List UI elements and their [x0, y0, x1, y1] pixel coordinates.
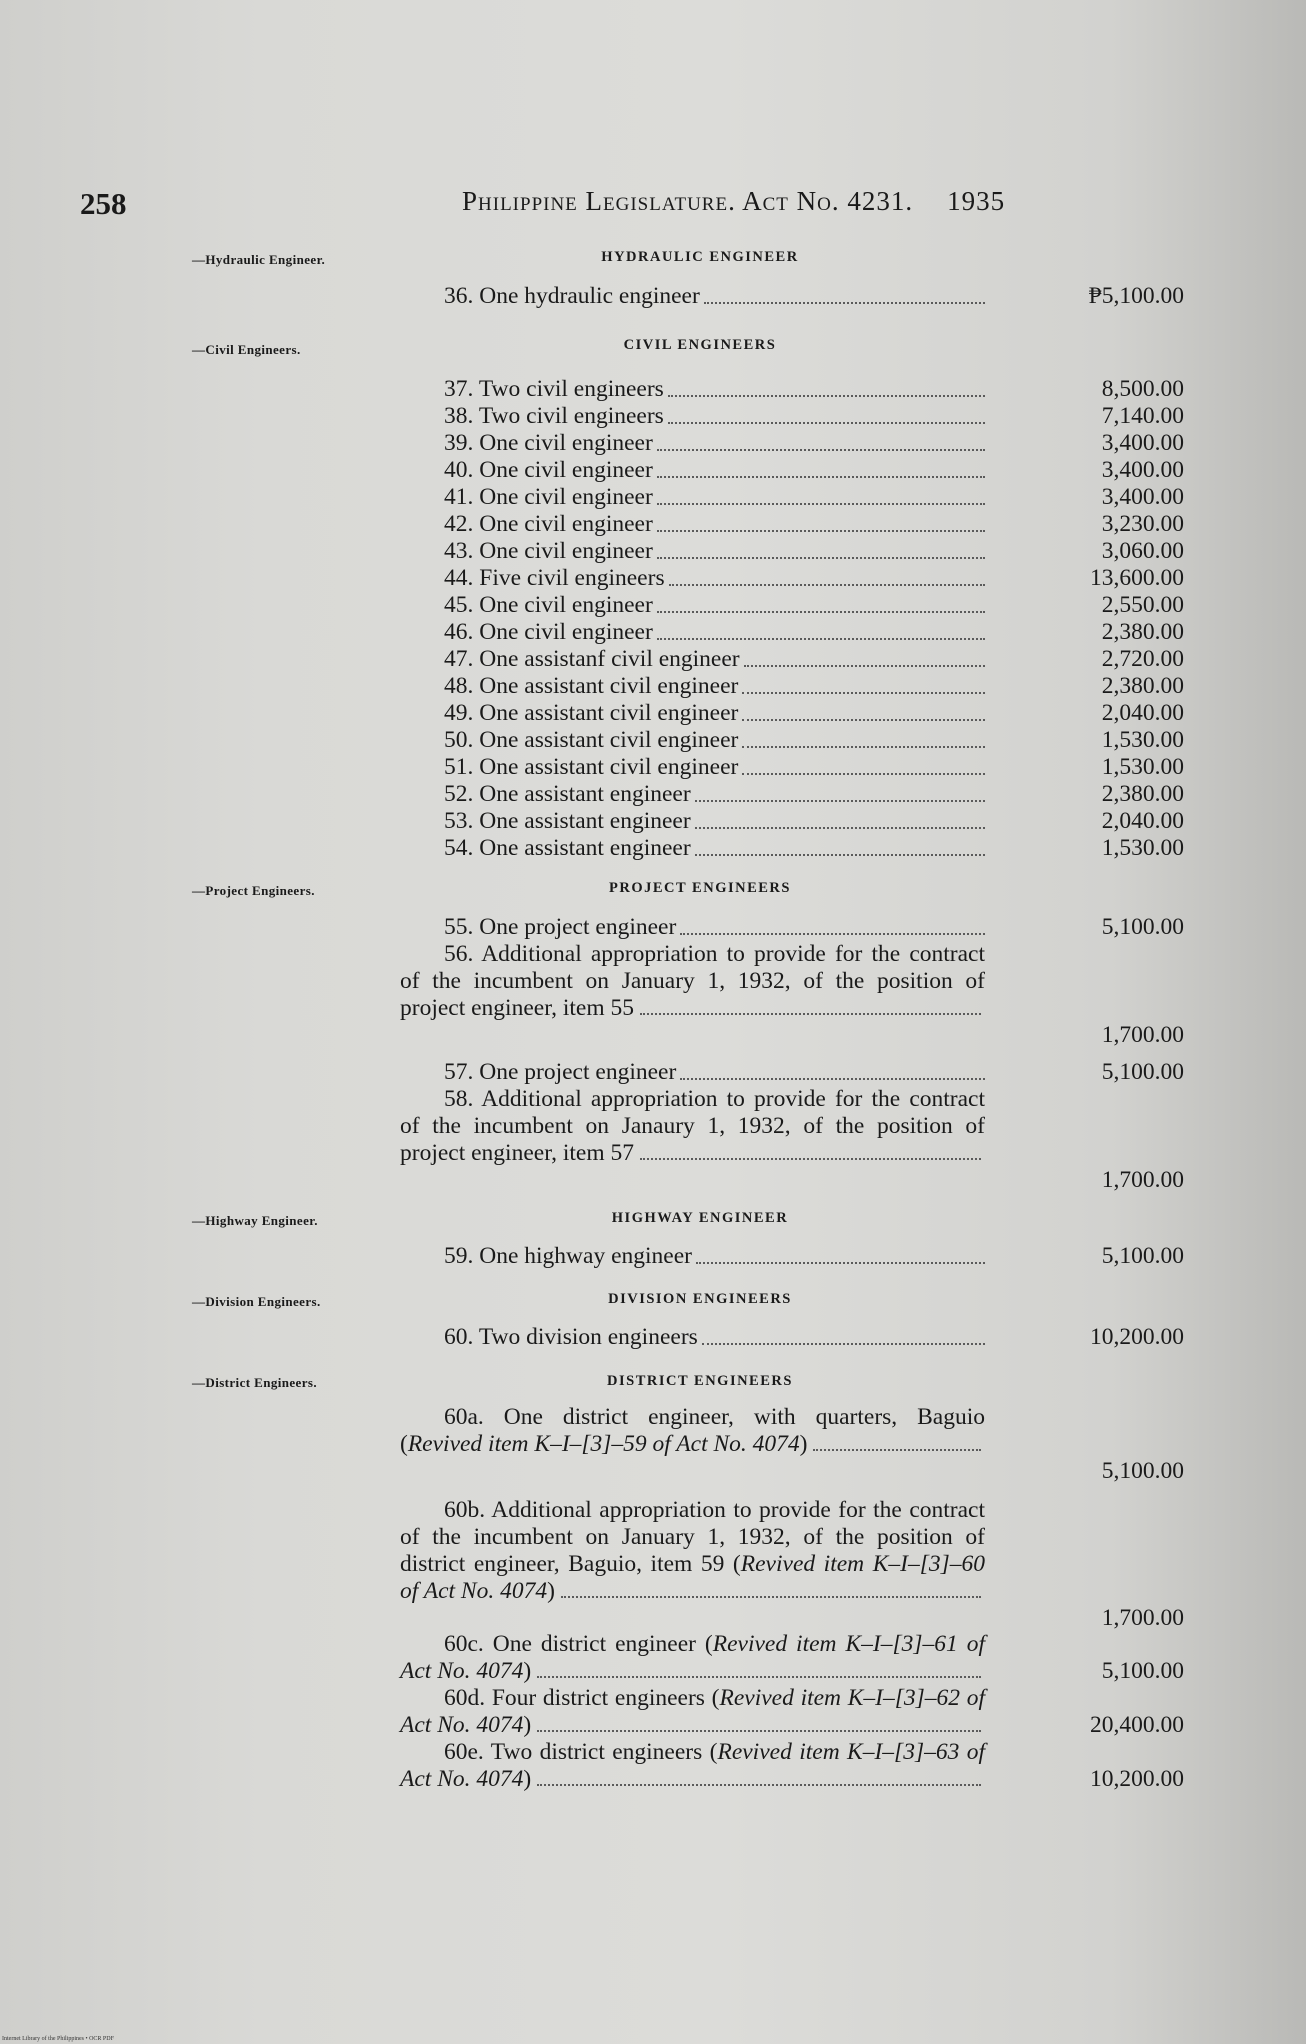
- item-label: 49. One assistant civil engineer: [444, 700, 739, 726]
- item-amount: 3,400.00: [1101, 430, 1184, 456]
- dot-leader: [657, 530, 985, 532]
- item-paragraph: [400, 1685, 985, 1739]
- item-line: [400, 430, 985, 457]
- item-text: 60b. Additional appropriation to provide for the contract of the incumbent on January 1, 1932, of the position of district engineer, Baguio, item 59 (: [400, 1497, 985, 1577]
- heading-civil: CIVIL ENGINEERS: [623, 337, 777, 353]
- item-citation: Revived item K–I–[3]–61 of Act No. 4074: [400, 1631, 985, 1684]
- item-amount: 2,380.00: [1101, 781, 1184, 807]
- item-tail: item 55: [556, 995, 634, 1021]
- item-label: 46. One civil engineer: [444, 619, 653, 645]
- dot-leader: [657, 476, 985, 478]
- dot-leader: [669, 584, 985, 586]
- running-head-title: Philippine Legislature. Act No. 4231.: [462, 186, 914, 216]
- item-label: 44. Five civil engineers: [444, 565, 665, 591]
- dot-leader: [742, 773, 985, 775]
- dot-leader: [742, 692, 985, 694]
- item-label: 59. One highway engineer: [444, 1243, 692, 1269]
- item-citation: Revived item K–I–[3]–63 of Act No. 4074: [400, 1739, 985, 1792]
- item-amount: 1,530.00: [1101, 727, 1184, 753]
- item-label: 39. One civil engineer: [444, 430, 653, 456]
- item-amount: 1,700.00: [1101, 1167, 1184, 1193]
- item-citation: Revived item K–I–[3]–59 of Act No. 4074: [407, 1431, 800, 1457]
- item-amount: 1,530.00: [1101, 754, 1184, 780]
- item-amount: 2,380.00: [1101, 619, 1184, 645]
- item-label: 57. One project engineer: [444, 1059, 677, 1085]
- item-amount: 13,600.00: [1090, 565, 1184, 591]
- dot-leader: [537, 1675, 981, 1678]
- item-label: 54. One assistant engineer: [444, 835, 691, 861]
- item-line: [400, 457, 985, 484]
- item-tail: ): [523, 1766, 532, 1792]
- item-label: 55. One project engineer: [444, 914, 677, 940]
- item-citation: Revived item K–I–[3]–62 of Act No. 4074: [400, 1685, 986, 1738]
- item-line: [400, 1324, 985, 1351]
- item-amount: 7,140.00: [1101, 403, 1184, 429]
- item-line: [400, 283, 985, 310]
- dot-leader: [695, 827, 985, 829]
- item-label: 50. One assistant civil engineer: [444, 727, 739, 753]
- margin-note-division: —Division Engineers.: [192, 1294, 321, 1309]
- item-line: [400, 781, 985, 808]
- item-label: 47. One assistanf civil engineer: [444, 646, 740, 672]
- item-paragraph: [400, 1086, 985, 1194]
- heading-division: DIVISION ENGINEERS: [608, 1291, 792, 1307]
- item-amount: 2,380.00: [1101, 673, 1184, 699]
- item-tail: ): [547, 1578, 555, 1604]
- item-label: 45. One civil engineer: [444, 592, 653, 618]
- item-label: 52. One assistant engineer: [444, 781, 691, 807]
- item-label: 42. One civil engineer: [444, 511, 653, 537]
- item-line: [400, 592, 985, 619]
- item-amount: 2,550.00: [1101, 592, 1184, 618]
- dot-leader: [537, 1729, 981, 1732]
- item-text: 60e. Two district engineers (: [444, 1739, 718, 1765]
- item-amount: 3,230.00: [1101, 511, 1184, 537]
- item-amount: 3,060.00: [1101, 538, 1184, 564]
- dot-leader: [657, 638, 985, 640]
- item-line: [400, 484, 985, 511]
- item-line: [400, 914, 985, 941]
- dot-leader: [668, 422, 985, 424]
- dot-leader: [640, 1157, 981, 1160]
- item-amount: 1,700.00: [1101, 1605, 1184, 1631]
- heading-highway: HIGHWAY ENGINEER: [611, 1210, 789, 1226]
- item-amount: 5,100.00: [1101, 1458, 1184, 1484]
- item-amount: 1,530.00: [1101, 835, 1184, 861]
- dot-leader: [657, 449, 985, 451]
- item-line: [400, 403, 985, 430]
- item-paragraph: [400, 1404, 985, 1485]
- item-line: [400, 835, 985, 862]
- item-tail: ): [523, 1712, 532, 1738]
- margin-note-highway: —Highway Engineer.: [192, 1213, 318, 1228]
- item-amount: 5,100.00: [1101, 914, 1184, 940]
- item-amount: 3,400.00: [1101, 457, 1184, 483]
- dot-leader: [696, 1262, 985, 1264]
- dot-leader: [704, 302, 985, 304]
- item-tail: ): [799, 1431, 808, 1457]
- dot-leader: [695, 800, 985, 802]
- dot-leader: [702, 1343, 985, 1345]
- item-amount: 10,200.00: [1090, 1324, 1184, 1350]
- item-amount: 2,720.00: [1101, 646, 1184, 672]
- item-label: 38. Two civil engineers: [444, 403, 664, 429]
- item-label: 41. One civil engineer: [444, 484, 653, 510]
- item-text: 60d. Four district engineers (: [444, 1685, 720, 1711]
- dot-leader: [680, 933, 985, 935]
- item-line: [400, 727, 985, 754]
- dot-leader: [695, 854, 985, 856]
- item-paragraph: [400, 1739, 985, 1793]
- item-line: [400, 538, 985, 565]
- item-line: [400, 808, 985, 835]
- item-line: [400, 1243, 985, 1270]
- item-line: [400, 1059, 985, 1086]
- dot-leader: [657, 503, 985, 505]
- item-amount: 3,400.00: [1101, 484, 1184, 510]
- dot-leader: [537, 1783, 981, 1786]
- heading-hydraulic: HYDRAULIC ENGINEER: [601, 249, 799, 265]
- item-text: 60c. One district engineer (: [444, 1631, 713, 1657]
- item-amount: 8,500.00: [1101, 376, 1184, 402]
- dot-leader: [744, 665, 985, 667]
- item-paragraph: [400, 941, 985, 1049]
- item-line: [400, 754, 985, 781]
- margin-note-civil: —Civil Engineers.: [192, 342, 301, 357]
- margin-note-hydraulic: —Hydraulic Engineer.: [192, 252, 326, 267]
- item-text: 58. Additional appropriation to provide for the contract of the incumbent on Janaury 1, 1932, of the position of project engineer,: [400, 1086, 985, 1166]
- page-number: 258: [80, 186, 127, 221]
- item-amount: 2,040.00: [1101, 808, 1184, 834]
- item-amount: 5,100.00: [1101, 1059, 1184, 1085]
- running-head: [462, 186, 1005, 217]
- item-line: [400, 511, 985, 538]
- item-amount: 2,040.00: [1101, 700, 1184, 726]
- item-label: 48. One assistant civil engineer: [444, 673, 739, 699]
- item-label: 40. One civil engineer: [444, 457, 653, 483]
- heading-project: PROJECT ENGINEERS: [609, 880, 791, 896]
- item-amount: 1,700.00: [1101, 1022, 1184, 1048]
- running-head-year: 1935: [947, 186, 1006, 216]
- dot-leader: [813, 1448, 981, 1451]
- item-label: 51. One assistant civil engineer: [444, 754, 739, 780]
- dot-leader: [640, 1012, 981, 1015]
- item-label: 37. Two civil engineers: [444, 376, 664, 402]
- item-line: [400, 673, 985, 700]
- item-text: 56. Additional appropriation to provide for the contract of the incumbent on January 1, 1932, of the position of project engineer,: [400, 941, 985, 1021]
- margin-note-district: —District Engineers.: [192, 1375, 317, 1390]
- dot-leader: [561, 1595, 981, 1598]
- item-amount: 20,400.00: [1090, 1712, 1184, 1738]
- item-line: [400, 646, 985, 673]
- item-tail: ): [523, 1658, 532, 1684]
- item-label: 36. One hydraulic engineer: [444, 283, 700, 309]
- dot-leader: [742, 746, 985, 748]
- dot-leader: [657, 611, 985, 613]
- heading-district: DISTRICT ENGINEERS: [607, 1373, 793, 1389]
- item-paragraph: [400, 1631, 985, 1685]
- item-line: [400, 565, 985, 592]
- item-line: [400, 700, 985, 727]
- item-amount: ₱5,100.00: [1088, 283, 1184, 309]
- item-amount: 5,100.00: [1101, 1243, 1184, 1269]
- item-label: 60. Two division engineers: [444, 1324, 698, 1350]
- item-label: 53. One assistant engineer: [444, 808, 691, 834]
- item-label: 43. One civil engineer: [444, 538, 653, 564]
- item-line: [400, 376, 985, 403]
- item-tail: item 57: [556, 1140, 634, 1166]
- dot-leader: [680, 1078, 985, 1080]
- margin-note-project: —Project Engineers.: [192, 883, 315, 898]
- item-citation: Revived item K–I–[3]–60 of Act No. 4074: [400, 1551, 985, 1604]
- item-amount: 10,200.00: [1090, 1766, 1184, 1792]
- dot-leader: [668, 395, 985, 397]
- item-line: [400, 619, 985, 646]
- item-amount: 5,100.00: [1101, 1658, 1184, 1684]
- item-paragraph: [400, 1497, 985, 1632]
- scan-footer: Internet Library of the Philippines • OCR PDF: [2, 2036, 114, 2042]
- item-text: 60a. One district engineer, with quarters, Baguio (: [400, 1404, 985, 1457]
- dot-leader: [742, 719, 985, 721]
- dot-leader: [657, 557, 985, 559]
